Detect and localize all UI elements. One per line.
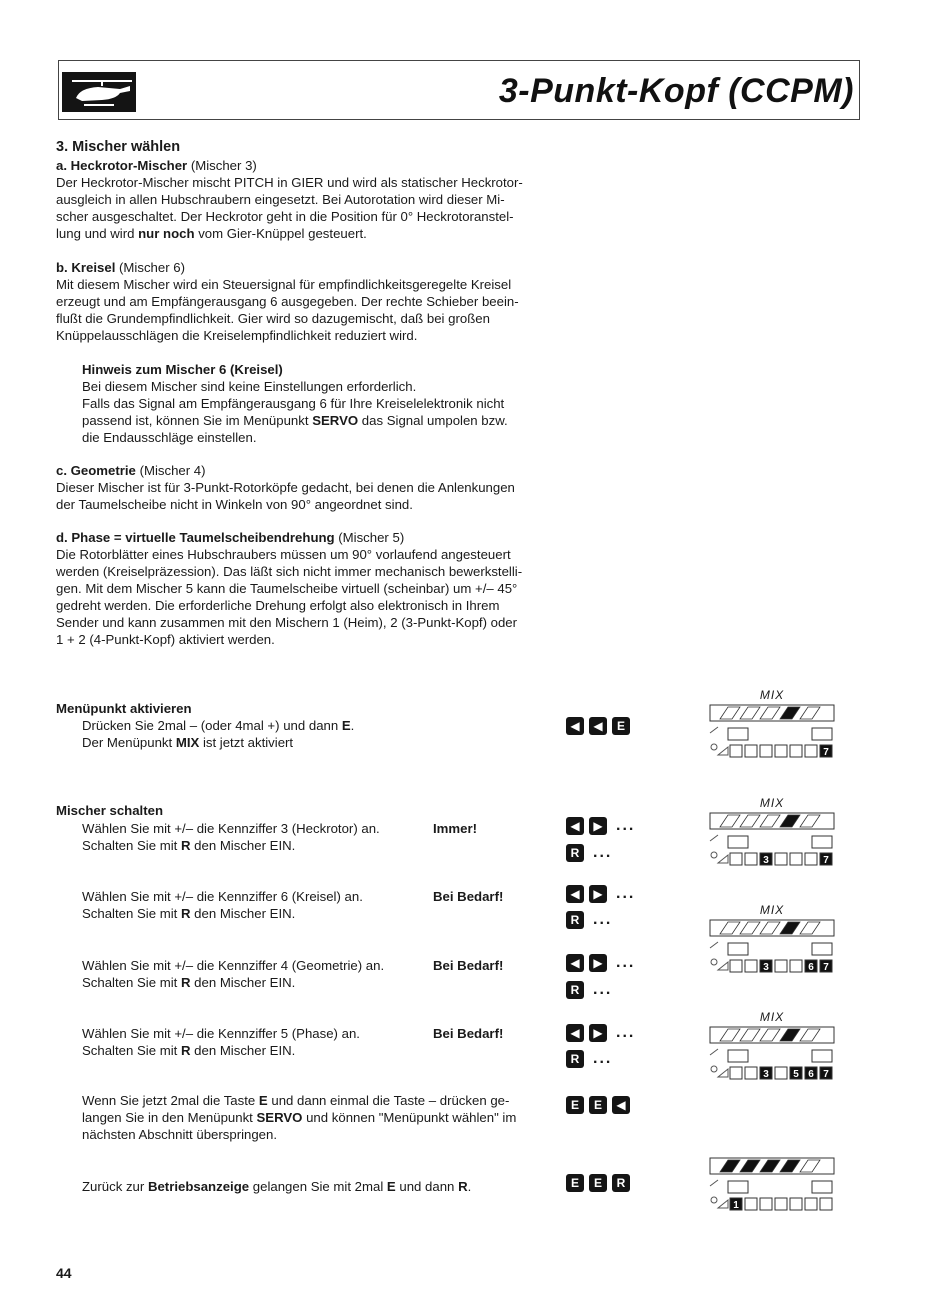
switch-step-line2-post: den Mischer EIN. <box>190 906 296 921</box>
key-left-button[interactable]: ◀ <box>589 717 607 735</box>
lcd-bar-segment <box>760 1029 780 1041</box>
lcd-glyph <box>718 1069 728 1077</box>
section-title: 3. Mischer wählen <box>56 139 181 155</box>
lcd-box <box>728 728 748 740</box>
section-a-line: ausgleich in allen Hubschraubern eingesetzt. Bei Autorotation wird dieser Mi- <box>56 192 505 207</box>
dots: ... <box>593 911 613 928</box>
hint-line3-post: das Signal umpolen bzw. <box>358 413 508 428</box>
switch-step-note: Bei Bedarf! <box>433 889 504 904</box>
lcd-mix-label: MIX <box>759 688 785 702</box>
section-b-line: erzeugt und am Empfängerausgang 6 ausgegeben. Der rechte Schieber beein- <box>56 294 519 309</box>
switch-head <box>56 802 163 819</box>
lcd-digit: 7 <box>823 747 829 758</box>
switch-step-line2-bold: R <box>180 975 191 990</box>
lcd-bar-segment <box>740 922 760 934</box>
lcd-digit: 3 <box>763 962 769 973</box>
switch-step-line2-pre: Schalten Sie mit <box>82 975 181 990</box>
activate-line2-pre: Der Menüpunkt <box>82 735 176 750</box>
back-keys <box>566 1174 630 1192</box>
lcd-digit-cell <box>745 1198 757 1210</box>
lcd-digit-cell <box>790 853 802 865</box>
section-b-tail: (Mischer 6) <box>115 260 185 275</box>
lcd-mix-label: MIX <box>759 1010 785 1024</box>
lcd-graphic <box>702 811 842 873</box>
lcd-bar-segment <box>780 1029 800 1041</box>
switch-step-line1: Wählen Sie mit +/– die Kennziffer 5 (Phase) an. <box>82 1026 360 1041</box>
lcd-bar-segment <box>780 1160 800 1172</box>
lcd-box <box>812 943 832 955</box>
lcd-digit-cell <box>805 1198 817 1210</box>
dots: ... <box>616 954 636 971</box>
lcd-glyph <box>710 835 718 841</box>
lcd-glyph <box>711 959 717 965</box>
key-r-button[interactable]: R <box>612 1174 630 1192</box>
hint-head: Hinweis zum Mischer 6 (Kreisel) <box>82 362 283 377</box>
section-c-tail: (Mischer 4) <box>135 463 206 478</box>
section-d-line: Sender und kann zusammen mit den Mischern 1 (Heim), 2 (3-Punkt-Kopf) oder <box>56 615 518 630</box>
lcd-bar-segment <box>800 1029 820 1041</box>
key-r-button[interactable]: R <box>566 1050 584 1068</box>
lcd-box <box>728 836 748 848</box>
switch-step-line2-post: den Mischer EIN. <box>190 975 296 990</box>
section-a-line: scher ausgeschaltet. Der Heckrotor geht in die Position für 0° Heckrotoranstel- <box>56 209 514 224</box>
switch-step-line2-bold: R <box>180 906 191 921</box>
lcd-bar-segment <box>720 815 740 827</box>
section-a-tail: (Mischer 3) <box>187 158 257 173</box>
key-left-button[interactable]: ◀ <box>612 1096 630 1114</box>
lcd-digit-cell <box>730 960 742 972</box>
key-e-button[interactable]: E <box>566 1174 584 1192</box>
switch-keys-row <box>566 817 635 835</box>
lcd-glyph <box>718 1200 728 1208</box>
lcd-bar-segment <box>780 922 800 934</box>
switch-step <box>82 1025 432 1059</box>
dots: ... <box>616 1024 636 1041</box>
switch-step-line2-post: den Mischer EIN. <box>190 1043 296 1058</box>
lcd-box <box>812 1050 832 1062</box>
section-b-line: Knüppelausschlägen die Kreiselempfindlichkeit reduziert wird. <box>56 328 418 343</box>
hint-block <box>82 361 552 446</box>
lcd-bar-segment <box>760 815 780 827</box>
lcd-digit-cell <box>775 1198 787 1210</box>
section-a-line: Der Heckrotor-Mischer mischt PITCH in GIER und wird als statischer Heckrotor- <box>56 175 523 190</box>
lcd-bar-segment <box>720 1029 740 1041</box>
key-e-button[interactable]: E <box>589 1174 607 1192</box>
lcd-digit: 5 <box>793 1069 799 1080</box>
key-left-button[interactable]: ◀ <box>566 954 584 972</box>
section-a-head: a. Heckrotor-Mischer <box>56 158 188 173</box>
switch-keys-row <box>566 1050 612 1068</box>
lcd-box <box>812 1181 832 1193</box>
next-keys <box>566 1096 630 1114</box>
lcd-bar-segment <box>720 1160 740 1172</box>
lcd-digit-cell <box>745 960 757 972</box>
lcd-glyph <box>710 942 718 948</box>
back-mid2: und dann <box>395 1179 459 1194</box>
lcd-digit-cell <box>745 745 757 757</box>
lcd-bar-segment <box>760 922 780 934</box>
key-r-button[interactable]: R <box>566 981 584 999</box>
section-c-head: c. Geometrie <box>56 463 136 478</box>
next-line1-post: und dann einmal die Taste – drücken ge- <box>267 1093 510 1108</box>
activate-line1-pre: Drücken Sie 2mal – (oder 4mal +) und dann <box>82 718 342 733</box>
switch-keys-row <box>566 885 635 903</box>
section-d-line: Die Rotorblätter eines Hubschraubers müssen um 90° vorlaufend angesteuert <box>56 547 511 562</box>
lcd-digit-cell <box>760 745 772 757</box>
lcd-bar-segment <box>800 815 820 827</box>
key-r-button[interactable]: R <box>566 844 584 862</box>
switch-keys-row <box>566 1024 635 1042</box>
lcd-digit: 7 <box>823 855 829 866</box>
next-line2-pre: langen Sie in den Menüpunkt <box>82 1110 257 1125</box>
lcd-box <box>812 728 832 740</box>
lcd-box <box>728 943 748 955</box>
hint-line: Falls das Signal am Empfängerausgang 6 für Ihre Kreiselelektronik nicht <box>82 396 505 411</box>
lcd-glyph <box>718 855 728 863</box>
lcd-digit-cell <box>730 853 742 865</box>
lcd-glyph <box>711 852 717 858</box>
key-e-button[interactable]: E <box>566 1096 584 1114</box>
lcd-bar-segment <box>720 707 740 719</box>
section-b-line: Mit diesem Mischer wird ein Steuersignal für empfindlichkeitsgeregelte Kreisel <box>56 277 512 292</box>
activate-line1-post: . <box>350 718 355 733</box>
lcd-digit-cell <box>805 745 817 757</box>
section-c <box>56 462 556 513</box>
lcd-graphic <box>702 703 842 765</box>
switch-step-line1: Wählen Sie mit +/– die Kennziffer 6 (Kreisel) an. <box>82 889 363 904</box>
lcd-bar-segment <box>740 707 760 719</box>
section-d-head: d. Phase = virtuelle Taumelscheibendrehung <box>56 530 335 545</box>
lcd-digit: 1 <box>733 1200 739 1211</box>
lcd-digit-cell <box>730 1067 742 1079</box>
back-bold3: R <box>458 1179 468 1194</box>
lcd-digit: 7 <box>823 962 829 973</box>
lcd-screen <box>702 796 842 873</box>
lcd-digit-cell <box>790 1198 802 1210</box>
lcd-digit-cell <box>790 960 802 972</box>
hint-line3-bold: SERVO <box>312 413 359 428</box>
lcd-digit-cell <box>790 745 802 757</box>
helicopter-icon <box>62 72 136 112</box>
lcd-glyph <box>710 1180 718 1186</box>
lcd-digit-cell <box>820 1198 832 1210</box>
key-left-button[interactable]: ◀ <box>566 817 584 835</box>
switch-step-line1: Wählen Sie mit +/– die Kennziffer 3 (Heckrotor) an. <box>82 821 380 836</box>
switch-keys-row <box>566 981 612 999</box>
section-b <box>56 259 556 344</box>
lcd-digit-cell <box>730 745 742 757</box>
lcd-bar-segment <box>760 707 780 719</box>
lcd-box <box>728 1181 748 1193</box>
next-line2-bold: SERVO <box>256 1110 303 1125</box>
hint-line: die Endausschläge einstellen. <box>82 430 257 445</box>
lcd-screen <box>702 1010 842 1087</box>
lcd-bar-segment <box>740 1029 760 1041</box>
dots: ... <box>616 817 636 834</box>
back-line <box>82 1178 552 1195</box>
switch-step-line2-pre: Schalten Sie mit <box>82 1043 181 1058</box>
lcd-box <box>812 836 832 848</box>
lcd-digit-cell <box>760 1198 772 1210</box>
hint-line3-pre: passend ist, können Sie im Menüpunkt <box>82 413 313 428</box>
next-line1-pre: Wenn Sie jetzt 2mal die Taste <box>82 1093 259 1108</box>
section-b-line: flußt die Grundempfindlichkeit. Gier wird so dazugemischt, daß bei großen <box>56 311 490 326</box>
lcd-screen <box>702 688 842 765</box>
back-bold2: E <box>386 1179 396 1194</box>
lcd-bar-segment <box>740 1160 760 1172</box>
lcd-digit: 3 <box>763 855 769 866</box>
switch-step-note: Bei Bedarf! <box>433 1026 504 1041</box>
key-left-button[interactable]: ◀ <box>566 885 584 903</box>
lcd-glyph <box>718 962 728 970</box>
activate-block <box>56 700 526 751</box>
next-block <box>82 1092 552 1143</box>
switch-step-line2-bold: R <box>180 1043 191 1058</box>
switch-step-line2-bold: R <box>180 838 191 853</box>
section-c-line: der Taumelscheibe nicht in Winkeln von 90° angeordnet sind. <box>56 497 413 512</box>
lcd-bar-segment <box>800 1160 820 1172</box>
lcd-glyph <box>711 1066 717 1072</box>
lcd-glyph <box>718 747 728 755</box>
page-title: 3-Punkt-Kopf (CCPM) <box>498 72 854 110</box>
lcd-digit-cell <box>805 853 817 865</box>
key-right-button[interactable]: ▶ <box>589 1024 607 1042</box>
lcd-digit-cell <box>775 745 787 757</box>
lcd-digit: 6 <box>808 962 814 973</box>
dots: ... <box>593 1050 613 1067</box>
back-pre: Zurück zur <box>82 1179 148 1194</box>
lcd-mix-label: MIX <box>759 796 785 810</box>
switch-step <box>82 888 432 922</box>
dots: ... <box>593 981 613 998</box>
lcd-digit: 6 <box>808 1069 814 1080</box>
section-a <box>56 157 556 242</box>
switch-step-line1: Wählen Sie mit +/– die Kennziffer 4 (Geometrie) an. <box>82 958 385 973</box>
section-d-line: werden (Kreiselpräzession). Das läßt sich nicht immer mechanisch bewerkstelli- <box>56 564 523 579</box>
switch-keys-row <box>566 954 635 972</box>
switch-step <box>82 957 432 991</box>
switch-step-line2-post: den Mischer EIN. <box>190 838 296 853</box>
key-e-button[interactable]: E <box>612 717 630 735</box>
key-right-button[interactable]: ▶ <box>589 954 607 972</box>
dots: ... <box>593 844 613 861</box>
switch-step-note: Immer! <box>433 821 477 836</box>
lcd-mix-label: MIX <box>759 903 785 917</box>
lcd-bar-segment <box>780 815 800 827</box>
lcd-glyph <box>710 1049 718 1055</box>
next-line3: nächsten Abschnitt überspringen. <box>82 1127 278 1142</box>
lcd-bar-segment <box>720 922 740 934</box>
back-bold: Betriebsanzeige <box>147 1179 250 1194</box>
switch-step-line2-pre: Schalten Sie mit <box>82 906 181 921</box>
key-left-button[interactable]: ◀ <box>566 1024 584 1042</box>
activate-line1-bold: E <box>341 718 351 733</box>
lcd-bar-segment <box>800 922 820 934</box>
lcd-digit-cell <box>745 853 757 865</box>
switch-keys-row <box>566 911 612 929</box>
lcd-digit: 3 <box>763 1069 769 1080</box>
section-c-line: Dieser Mischer ist für 3-Punkt-Rotorköpfe gedacht, bei denen die Anlenkungen <box>56 480 515 495</box>
lcd-digit-cell <box>775 960 787 972</box>
section-d-line: 1 + 2 (4-Punkt-Kopf) aktiviert werden. <box>56 632 275 647</box>
lcd-glyph <box>711 1197 717 1203</box>
section-d <box>56 529 556 648</box>
activate-line2-post: ist jetzt aktiviert <box>199 735 294 750</box>
section-a-last-post: vom Gier-Knüppel gesteuert. <box>194 226 367 241</box>
lcd-screen <box>702 1144 842 1220</box>
lcd-screen <box>702 903 842 980</box>
lcd-graphic <box>702 1156 842 1220</box>
page-number: 44 <box>56 1265 72 1281</box>
section-a-last-bold: nur noch <box>138 226 195 241</box>
switch-step-note: Bei Bedarf! <box>433 958 504 973</box>
activate-keys <box>566 717 630 735</box>
hint-line: Bei diesem Mischer sind keine Einstellungen erforderlich. <box>82 379 417 394</box>
switch-keys-row <box>566 844 612 862</box>
next-line1-bold: E <box>258 1093 268 1108</box>
key-left-button[interactable]: ◀ <box>566 717 584 735</box>
switch-step <box>82 820 432 854</box>
lcd-bar-segment <box>780 707 800 719</box>
lcd-bar-segment <box>740 815 760 827</box>
section-a-last-pre: lung und wird <box>56 226 139 241</box>
lcd-digit-cell <box>775 1067 787 1079</box>
lcd-digit: 7 <box>823 1069 829 1080</box>
activate-line2-bold: MIX <box>175 735 200 750</box>
key-r-button[interactable]: R <box>566 911 584 929</box>
dots: ... <box>616 885 636 902</box>
lcd-graphic <box>702 1025 842 1087</box>
lcd-graphic <box>702 918 842 980</box>
lcd-glyph <box>711 744 717 750</box>
lcd-digit-cell <box>745 1067 757 1079</box>
lcd-bar-segment <box>760 1160 780 1172</box>
lcd-glyph <box>710 727 718 733</box>
switch-head-text: Mischer schalten <box>56 803 164 818</box>
lcd-digit-cell <box>775 853 787 865</box>
section-b-head: b. Kreisel <box>56 260 116 275</box>
lcd-bar-segment <box>800 707 820 719</box>
section-d-line: gen. Mit dem Mischer 5 kann die Taumelscheibe virtuell (scheinbar) um +/– 45° <box>56 581 518 596</box>
key-right-button[interactable]: ▶ <box>589 885 607 903</box>
section-d-tail: (Mischer 5) <box>334 530 405 545</box>
lcd-box <box>728 1050 748 1062</box>
next-line2-post: und können "Menüpunkt wählen" im <box>302 1110 517 1125</box>
back-mid: gelangen Sie mit 2mal <box>249 1179 387 1194</box>
switch-step-line2-pre: Schalten Sie mit <box>82 838 181 853</box>
activate-head: Menüpunkt aktivieren <box>56 701 192 716</box>
back-post: . <box>467 1179 472 1194</box>
key-e-button[interactable]: E <box>589 1096 607 1114</box>
section-d-line: gedreht werden. Die erforderliche Drehung erfolgt also elektronisch in Ihrem <box>56 598 500 613</box>
key-right-button[interactable]: ▶ <box>589 817 607 835</box>
